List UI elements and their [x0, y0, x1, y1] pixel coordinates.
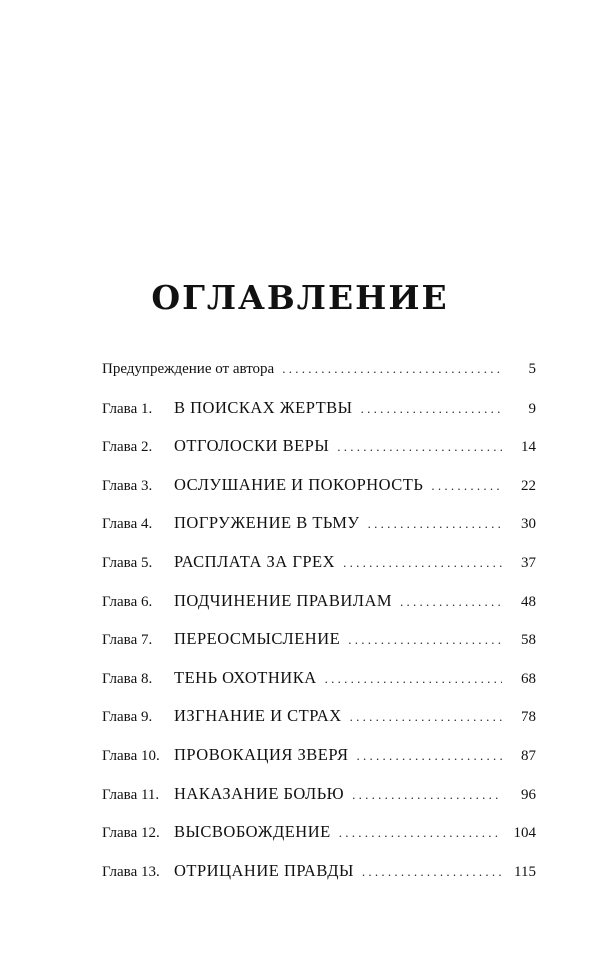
- toc-chapter-label: Глава 11.: [102, 786, 160, 803]
- toc-chapter-label: Глава 9.: [102, 709, 153, 726]
- toc-page-number: 115: [514, 863, 536, 880]
- toc-entry-chapter-1[interactable]: [102, 389, 536, 428]
- toc-entry-title: ИЗГНАНИЕ И СТРАХ: [174, 706, 342, 726]
- toc-page-number: 22: [521, 477, 536, 494]
- dot-leader: [361, 390, 502, 429]
- dot-leader: [431, 467, 502, 506]
- toc-page-number: 9: [528, 400, 536, 417]
- toc-page-number: 104: [513, 825, 536, 842]
- toc-entry-chapter-4[interactable]: [102, 504, 536, 543]
- toc-entry-chapter-12[interactable]: [102, 813, 536, 852]
- toc-entry-chapter-10[interactable]: [102, 736, 536, 775]
- toc-entry-chapter-6[interactable]: [102, 582, 536, 621]
- toc-page-number: 14: [521, 439, 536, 456]
- toc-chapter-label: Глава 13.: [102, 863, 160, 880]
- dot-leader: [362, 853, 502, 892]
- toc-entry-title: ТЕНЬ ОХОТНИКА: [174, 667, 317, 687]
- toc-page-number: 58: [521, 632, 536, 649]
- dot-leader: [282, 350, 502, 389]
- dot-leader: [350, 698, 502, 737]
- toc-chapter-label: Глава 1.: [102, 400, 153, 417]
- toc-chapter-label: Глава 7.: [102, 632, 153, 649]
- toc-page-number: 48: [521, 593, 536, 610]
- dot-leader: [337, 428, 502, 467]
- toc-entry-chapter-9[interactable]: [102, 697, 536, 736]
- toc-entry-chapter-5[interactable]: [102, 543, 536, 582]
- toc-page-number: 37: [521, 554, 536, 571]
- toc-entry-title: ПОГРУЖЕНИЕ В ТЬМУ: [174, 513, 360, 533]
- toc-entry-title: ОСЛУШАНИЕ И ПОКОРНОСТЬ: [174, 474, 424, 494]
- dot-leader: [339, 814, 502, 853]
- toc-entry-chapter-13[interactable]: [102, 852, 536, 891]
- toc-chapter-label: Глава 6.: [102, 593, 153, 610]
- toc-chapter-label: Глава 3.: [102, 477, 153, 494]
- toc-page-number: 78: [521, 709, 536, 726]
- dot-leader: [343, 544, 502, 583]
- toc-entry-chapter-2[interactable]: [102, 427, 536, 466]
- toc-page-number: 87: [521, 747, 536, 764]
- toc-page-number: 30: [521, 516, 536, 533]
- toc-page-number: 5: [528, 361, 536, 377]
- toc-entry-title: НАКАЗАНИЕ БОЛЬЮ: [174, 783, 345, 803]
- dot-leader: [325, 660, 502, 699]
- toc-chapter-label: Глава 5.: [102, 554, 153, 571]
- toc-chapter-label: Глава 4.: [102, 516, 153, 533]
- toc-chapter-label: Глава 12.: [102, 825, 160, 842]
- toc-chapter-label: Глава 2.: [102, 439, 153, 456]
- toc-entry-chapter-3[interactable]: [102, 466, 536, 505]
- toc-entry-chapter-11[interactable]: [102, 775, 536, 814]
- toc-entry-chapter-7[interactable]: [102, 620, 536, 659]
- toc-entry-title: ОТРИЦАНИЕ ПРАВДЫ: [174, 860, 354, 880]
- table-of-contents: [102, 350, 536, 890]
- toc-page-number: 96: [521, 786, 536, 803]
- toc-chapter-label: Глава 8.: [102, 670, 153, 687]
- toc-entry-title: ПОДЧИНЕНИЕ ПРАВИЛАМ: [174, 590, 393, 610]
- toc-entry-title: ПРОВОКАЦИЯ ЗВЕРЯ: [174, 744, 349, 764]
- toc-entry-title: ПЕРЕОСМЫСЛЕНИЕ: [174, 629, 341, 649]
- dot-leader: [357, 737, 502, 776]
- toc-entry-title: ОТГОЛОСКИ ВЕРЫ: [174, 436, 330, 456]
- toc-entry-title: ВЫСВОБОЖДЕНИЕ: [174, 822, 331, 842]
- toc-chapter-label: Глава 10.: [102, 747, 160, 764]
- dot-leader: [352, 776, 502, 815]
- toc-entry-chapter-8[interactable]: [102, 659, 536, 698]
- dot-leader: [348, 621, 502, 660]
- dot-leader: [400, 583, 502, 622]
- page-title: ОГЛАВЛЕНИЕ: [151, 278, 449, 318]
- toc-page-number: 68: [521, 670, 536, 687]
- toc-entry-foreword[interactable]: [102, 350, 536, 389]
- dot-leader: [368, 505, 502, 544]
- toc-entry-title: Предупреждение от автора: [102, 361, 275, 377]
- toc-entry-title: В ПОИСКАХ ЖЕРТВЫ: [174, 397, 353, 417]
- toc-entry-title: РАСПЛАТА ЗА ГРЕХ: [174, 551, 336, 571]
